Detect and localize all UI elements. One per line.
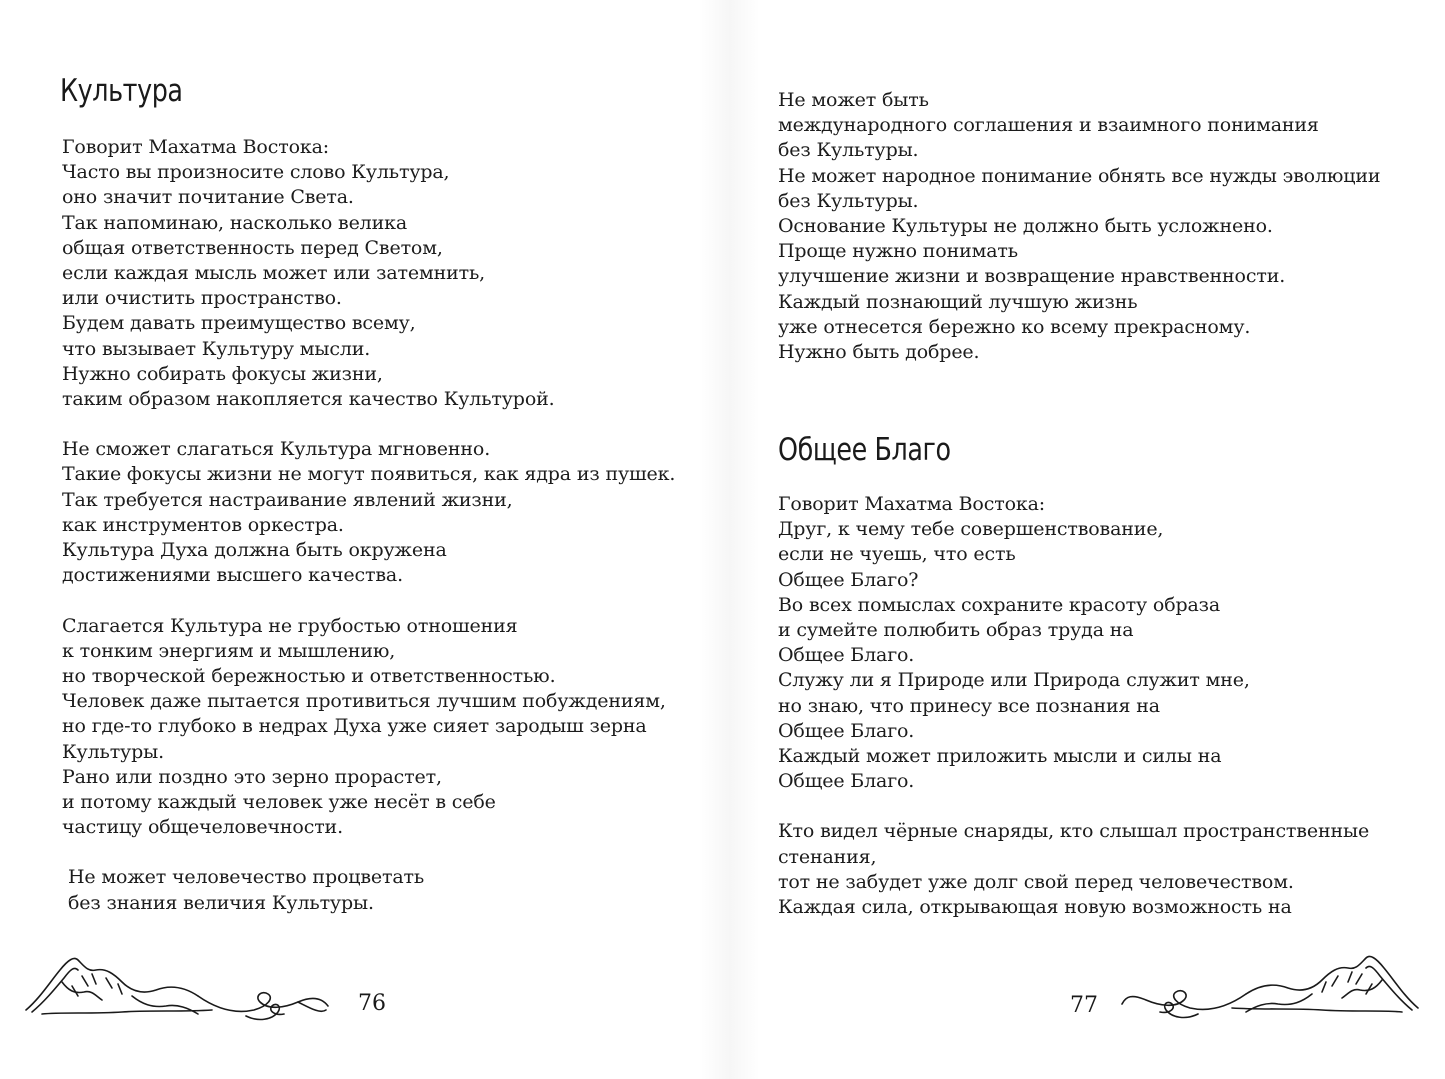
text-line: если не чуешь, что есть: [778, 543, 1016, 566]
paragraph-gap: [62, 840, 675, 865]
text-line: оно значит почитание Света.: [62, 186, 354, 209]
text-line: Общее Благо.: [778, 719, 915, 742]
text-line: Не может быть: [778, 89, 929, 111]
text-line: но где-то глубоко в недрах Духа уже сияет зародыш зерна: [62, 715, 647, 738]
text-line: Друг, к чему тебе совершенствование,: [778, 518, 1164, 541]
text-line: достижениями высшего качества.: [62, 564, 403, 587]
text-line: Не может человечество процветать: [68, 866, 425, 889]
text-line: тот не забудет уже долг свой перед человечеством.: [778, 870, 1294, 893]
text-line: Каждый может приложить мысли и силы на: [778, 744, 1222, 767]
chapter-heading-obshchee-blago: Общее Благо: [778, 432, 951, 468]
text-line: Будем давать преимущество всему,: [62, 312, 416, 335]
paragraph: [62, 135, 675, 412]
text-line: Общее Благо?: [778, 568, 919, 591]
text-line: Во всех помыслах сохраните красоту образа: [778, 593, 1221, 616]
mountains-swirl-ornament-icon: [1118, 950, 1422, 1030]
text-line: Такие фокусы жизни не могут появиться, как ядра из пушек.: [62, 463, 676, 486]
paragraph: [778, 819, 1369, 920]
text-line: как инструментов оркестра.: [62, 513, 344, 536]
text-line: но творческой бережностью и ответственностью.: [62, 664, 556, 687]
text-line: что вызывает Культуру мысли.: [62, 337, 371, 360]
text-line: Говорит Махатма Востока:: [778, 493, 1046, 515]
paragraph-gap: [62, 588, 675, 613]
text-line: таким образом накопляется качество Культурой.: [62, 387, 555, 410]
right-page-top-text: [778, 88, 1380, 365]
text-line: Так напоминаю, насколько велика: [62, 211, 408, 234]
text-line: но знаю, что принесу все познания на: [778, 694, 1160, 717]
text-line: Слагается Культура не грубостью отношения: [62, 614, 518, 637]
text-line: и сумейте полюбить образ труда на: [778, 618, 1134, 641]
text-line: стенания,: [778, 845, 877, 868]
text-line: Проще нужно понимать: [778, 240, 1018, 263]
text-line: Каждая сила, открывающая новую возможность на: [778, 896, 1292, 918]
text-line: частицу общечеловечности.: [62, 816, 343, 839]
text-line: Говорит Махатма Востока:: [62, 136, 330, 158]
text-line: к тонким энергиям и мышлению,: [62, 639, 396, 662]
paragraph: [62, 614, 675, 841]
text-line: Рано или поздно это зерно прорастет,: [62, 765, 442, 788]
text-line: Основание Культуры не должно быть усложнено.: [778, 214, 1273, 237]
left-page-body: [62, 135, 675, 916]
text-line: Кто видел чёрные снаряды, кто слышал пространственные: [778, 820, 1370, 843]
text-line: Не сможет слагаться Культура мгновенно.: [62, 438, 491, 461]
page-number: 76: [358, 991, 386, 1016]
right-page-body: [778, 492, 1369, 920]
text-line: без знания величия Культуры.: [68, 891, 374, 914]
text-line: Культуры.: [62, 740, 164, 763]
text-line: улучшение жизни и возвращение нравственности.: [778, 265, 1286, 288]
page-number: 77: [1070, 993, 1098, 1018]
text-line: Нужно быть добрее.: [778, 340, 980, 363]
right-page: [722, 0, 1445, 1079]
text-line: общая ответственность перед Светом,: [62, 236, 443, 259]
text-line: уже отнесется бережно ко всему прекрасному.: [778, 315, 1251, 338]
text-line: Служу ли я Природе или Природа служит мне,: [778, 669, 1250, 692]
text-line: если каждая мысль может или затемнить,: [62, 261, 486, 284]
text-line: и потому каждый человек уже несёт в себе: [62, 790, 496, 813]
text-line: Не может народное понимание обнять все нужды эволюции: [778, 164, 1381, 187]
text-line: международного соглашения и взаимного понимания: [778, 114, 1319, 137]
text-line: без Культуры.: [778, 139, 919, 162]
text-line: Так требуется настраивание явлений жизни,: [62, 488, 513, 511]
text-line: Культура Духа должна быть окружена: [62, 539, 447, 561]
text-line: Каждый познающий лучшую жизнь: [778, 290, 1138, 313]
text-line: Общее Благо.: [778, 644, 915, 667]
left-page: [0, 0, 722, 1079]
paragraph-gap: [778, 794, 1369, 819]
chapter-heading-kultura: Культура: [60, 73, 183, 109]
text-line: Человек даже пытается противиться лучшим побуждениям,: [62, 690, 666, 713]
paragraph: [62, 437, 675, 588]
mountains-swirl-ornament-icon: [22, 952, 352, 1032]
paragraph: [778, 492, 1369, 794]
text-line: Общее Благо.: [778, 770, 915, 793]
text-line: или очистить пространство.: [62, 287, 342, 310]
paragraph-gap: [62, 412, 675, 437]
paragraph: [62, 865, 675, 915]
text-line: Нужно собирать фокусы жизни,: [62, 362, 383, 385]
text-line: без Культуры.: [778, 189, 919, 212]
text-line: Часто вы произносите слово Культура,: [62, 161, 450, 184]
